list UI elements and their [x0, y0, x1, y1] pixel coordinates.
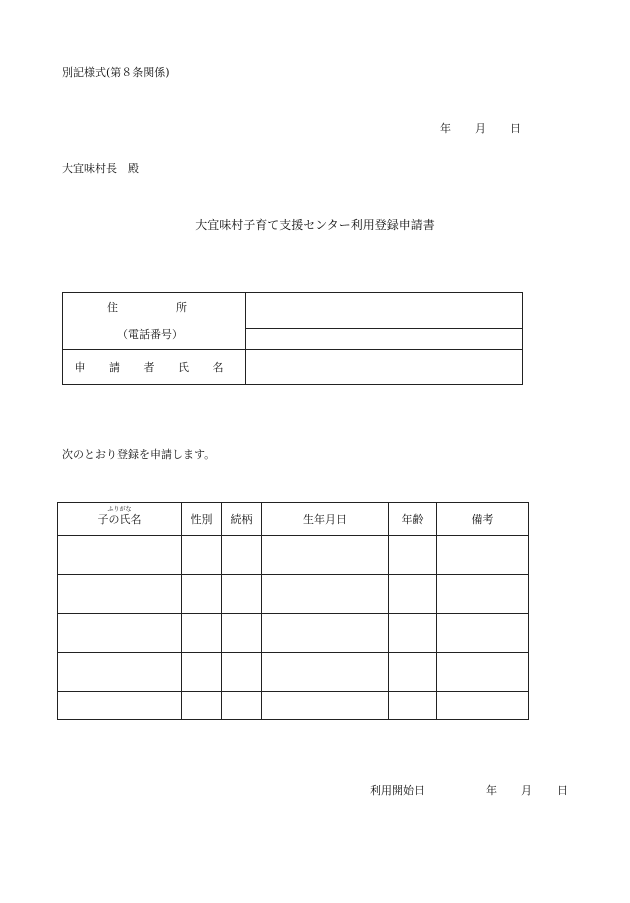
- address-label-cell: [63, 293, 246, 350]
- child-age-cell[interactable]: [389, 692, 437, 720]
- applicant-name-label: 申 請 者 氏 名: [74, 361, 234, 374]
- child-name-cell[interactable]: [58, 614, 182, 653]
- header-child-name: [58, 503, 182, 536]
- child-birthdate-cell[interactable]: [262, 614, 389, 653]
- date-month: 月: [475, 122, 486, 135]
- child-birthdate-cell[interactable]: [262, 536, 389, 575]
- header-notes: 備考: [437, 503, 529, 536]
- date-year: 年: [440, 122, 451, 135]
- header-relation: 続柄: [222, 503, 262, 536]
- child-name-cell[interactable]: [58, 575, 182, 614]
- applicant-name-label-cell: [63, 350, 246, 385]
- child-name-cell[interactable]: [58, 653, 182, 692]
- table-row: [58, 614, 529, 653]
- child-birthdate-cell[interactable]: [262, 692, 389, 720]
- child-birthdate-cell[interactable]: [262, 653, 389, 692]
- child-relation-cell[interactable]: [222, 692, 262, 720]
- address-label-2: 所: [176, 301, 187, 314]
- child-name-cell[interactable]: [58, 692, 182, 720]
- child-sex-cell[interactable]: [182, 653, 222, 692]
- table-row: [58, 653, 529, 692]
- children-header-row: [58, 503, 529, 536]
- form-number: 別記様式(第８条関係): [62, 66, 170, 79]
- start-date-month: 月: [521, 784, 532, 797]
- child-birthdate-cell[interactable]: [262, 575, 389, 614]
- date-day: 日: [510, 122, 521, 135]
- start-date-label: 利用開始日: [370, 784, 425, 797]
- statement: 次のとおり登録を申請します。: [62, 448, 216, 461]
- child-relation-cell[interactable]: [222, 614, 262, 653]
- children-table: [57, 502, 529, 720]
- child-relation-cell[interactable]: [222, 653, 262, 692]
- addressee: 大宜味村長 殿: [62, 162, 139, 175]
- child-age-cell[interactable]: [389, 614, 437, 653]
- child-notes-cell[interactable]: [437, 653, 529, 692]
- child-notes-cell[interactable]: [437, 575, 529, 614]
- child-sex-cell[interactable]: [182, 536, 222, 575]
- child-notes-cell[interactable]: [437, 536, 529, 575]
- child-age-cell[interactable]: [389, 536, 437, 575]
- table-row: [58, 536, 529, 575]
- child-notes-cell[interactable]: [437, 692, 529, 720]
- child-relation-cell[interactable]: [222, 575, 262, 614]
- phone-label: （電話番号）: [117, 328, 183, 341]
- child-age-cell[interactable]: [389, 653, 437, 692]
- header-age: 年齢: [389, 503, 437, 536]
- child-name-cell[interactable]: [58, 536, 182, 575]
- child-age-cell[interactable]: [389, 575, 437, 614]
- child-name-header: 子の氏名: [97, 513, 142, 526]
- document-title: 大宜味村子育て支援センター利用登録申請書: [195, 218, 435, 232]
- start-date-year: 年: [486, 784, 497, 797]
- child-name-header-ruby-wrap: [97, 506, 142, 526]
- child-sex-cell[interactable]: [182, 692, 222, 720]
- child-name-ruby: ふりがな: [107, 506, 132, 513]
- table-row: [58, 692, 529, 720]
- child-sex-cell[interactable]: [182, 614, 222, 653]
- header-sex: 性別: [182, 503, 222, 536]
- child-relation-cell[interactable]: [222, 536, 262, 575]
- phone-field[interactable]: [246, 329, 523, 350]
- start-date-day: 日: [557, 784, 568, 797]
- child-sex-cell[interactable]: [182, 575, 222, 614]
- table-row: [58, 575, 529, 614]
- address-field[interactable]: [246, 293, 523, 329]
- applicant-name-field[interactable]: [246, 350, 523, 385]
- applicant-table: [62, 292, 523, 385]
- child-notes-cell[interactable]: [437, 614, 529, 653]
- header-birthdate: 生年月日: [262, 503, 389, 536]
- address-label-1: 住: [107, 301, 118, 314]
